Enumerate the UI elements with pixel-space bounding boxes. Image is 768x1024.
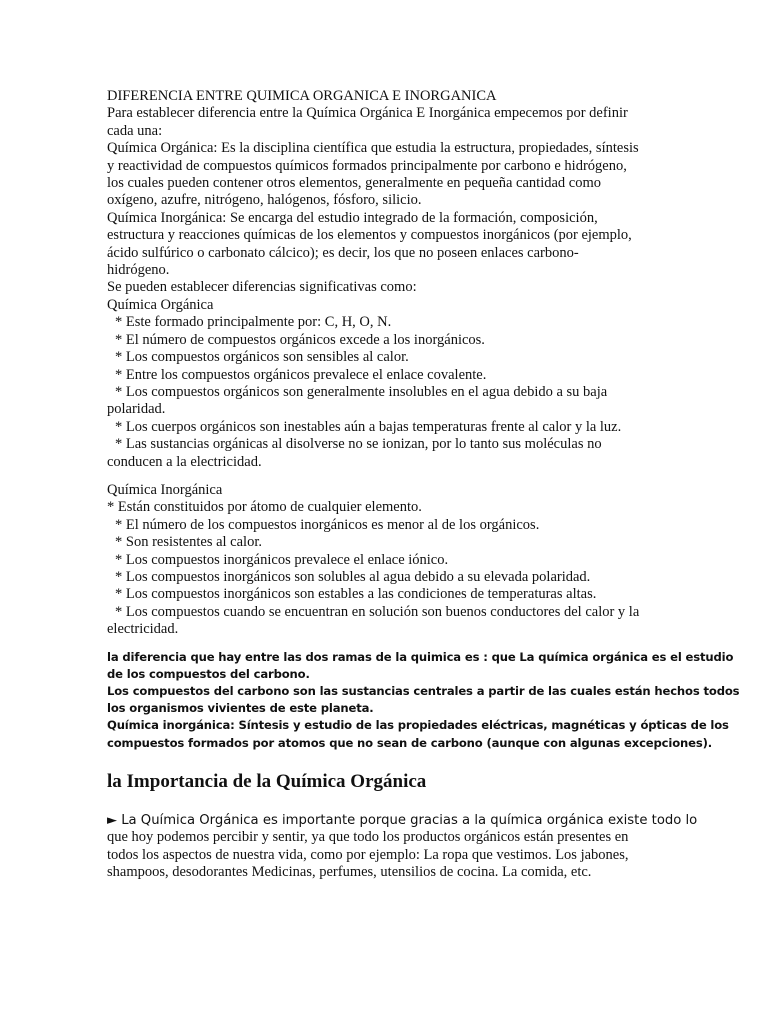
organica-item-continuation: conducen a la electricidad. (107, 453, 262, 470)
organica-definition-line: oxígeno, azufre, nitrógeno, halógenos, fósforo, silicio. (107, 192, 422, 209)
importance-lead-cont: es importante porque gracias a la química orgánica existe todo lo (262, 812, 698, 828)
summary-paragraph (107, 649, 740, 752)
organica-item: * Las sustancias orgánicas al disolverse no se ionizan, por lo tanto sus moléculas no (115, 436, 602, 453)
importance-lead: La Química Orgánica (117, 812, 263, 828)
importance-first-line (107, 812, 698, 829)
inorganica-definition-line: estructura y reacciones químicas de los elementos y compuestos inorgánicos (por ejemplo, (107, 227, 632, 244)
organica-definition-line: Química Orgánica: Es la disciplina científica que estudia la estructura, propiedades, síntesis (107, 140, 639, 157)
inorganica-definition-line: hidrógeno. (107, 262, 170, 279)
inorganica-heading: Química Inorgánica (107, 481, 223, 498)
inorganica-item: * Están constituidos por átomo de cualquier elemento. (107, 499, 422, 516)
summary-line: de los compuestos del carbono. (107, 666, 310, 681)
inorganica-item: * Los compuestos inorgánicos son solubles al agua debido a su elevada polaridad. (115, 568, 591, 585)
importance-line: todos los aspectos de nuestra vida, como por ejemplo: La ropa que vestimos. Los jabones, (107, 846, 629, 863)
inorganica-item: * Los compuestos inorgánicos son estables a las condiciones de temperaturas altas. (115, 586, 597, 603)
importance-heading: la Importancia de la Química Orgánica (107, 770, 427, 792)
intro-line: cada una: (107, 122, 163, 139)
inorganica-item: * Son resistentes al calor. (115, 534, 262, 551)
intro-line: Para establecer diferencia entre la Química Orgánica E Inorgánica empecemos por definir (107, 105, 628, 122)
organica-item: * Los compuestos orgánicos son sensibles al calor. (115, 349, 409, 366)
organica-item: * Los cuerpos orgánicos son inestables aún a bajas temperaturas frente al calor y la luz. (115, 418, 622, 435)
inorganica-item-continuation: electricidad. (107, 621, 179, 638)
summary-line: compuestos formados por atomos que no sean de carbono (aunque con algunas excepciones). (107, 735, 712, 750)
summary-line: los organismos vivientes de este planeta. (107, 701, 374, 716)
inorganica-item: * El número de los compuestos inorgánicos es menor al de los orgánicos. (115, 516, 540, 533)
inorganica-definition-line: Química Inorgánica: Se encarga del estudio integrado de la formación, composición, (107, 209, 598, 226)
paragraph-gap (107, 471, 668, 482)
inorganica-item: * Los compuestos cuando se encuentran en solución son buenos conductores del calor y la (115, 603, 640, 620)
inorganica-definition-line: ácido sulfúrico o carbonato cálcico); es decir, los que no poseen enlaces carbono- (107, 244, 579, 261)
importance-line: shampoos, desodorantes Medicinas, perfumes, utensilios de cocina. La comida, etc. (107, 864, 592, 881)
organica-item: * Los compuestos orgánicos son generalmente insolubles en el agua debido a su baja (115, 383, 608, 400)
summary-line: la diferencia que hay entre las dos ramas de la quimica es : que La química orgánica es el estudio (107, 649, 734, 664)
organica-item: * Este formado principalmente por: C, H, O, N. (115, 314, 392, 331)
organica-heading: Química Orgánica (107, 296, 214, 313)
organica-item-continuation: polaridad. (107, 401, 166, 418)
inorganica-item: * Los compuestos inorgánicos prevalece el enlace iónico. (115, 551, 449, 568)
importance-paragraph (107, 812, 698, 882)
organica-item: * Entre los compuestos orgánicos prevalece el enlace covalente. (115, 366, 487, 383)
organica-definition-line: los cuales pueden contener otros elementos, generalmente en pequeña cantidad como (107, 175, 602, 192)
organica-definition-line: y reactividad de compuestos químicos formados principalmente por carbono e hidrógeno, (107, 157, 627, 174)
arrow-bullet-icon: ► (107, 812, 117, 828)
document-body (107, 88, 668, 639)
diferencias-intro: Se pueden establecer diferencias significativas como: (107, 279, 417, 296)
organica-item: * El número de compuestos orgánicos excede a los inorgánicos. (115, 331, 485, 348)
summary-line: Química inorgánica: Síntesis y estudio de las propiedades eléctricas, magnéticas y ópticas de los (107, 718, 729, 733)
importance-line: que hoy podemos percibir y sentir, ya que todo los productos orgánicos están presentes en (107, 829, 629, 846)
document-title: DIFERENCIA ENTRE QUIMICA ORGANICA E INORGANICA (107, 88, 497, 104)
summary-line: Los compuestos del carbono son las sustancias centrales a partir de las cuales están hechos todos (107, 684, 740, 698)
